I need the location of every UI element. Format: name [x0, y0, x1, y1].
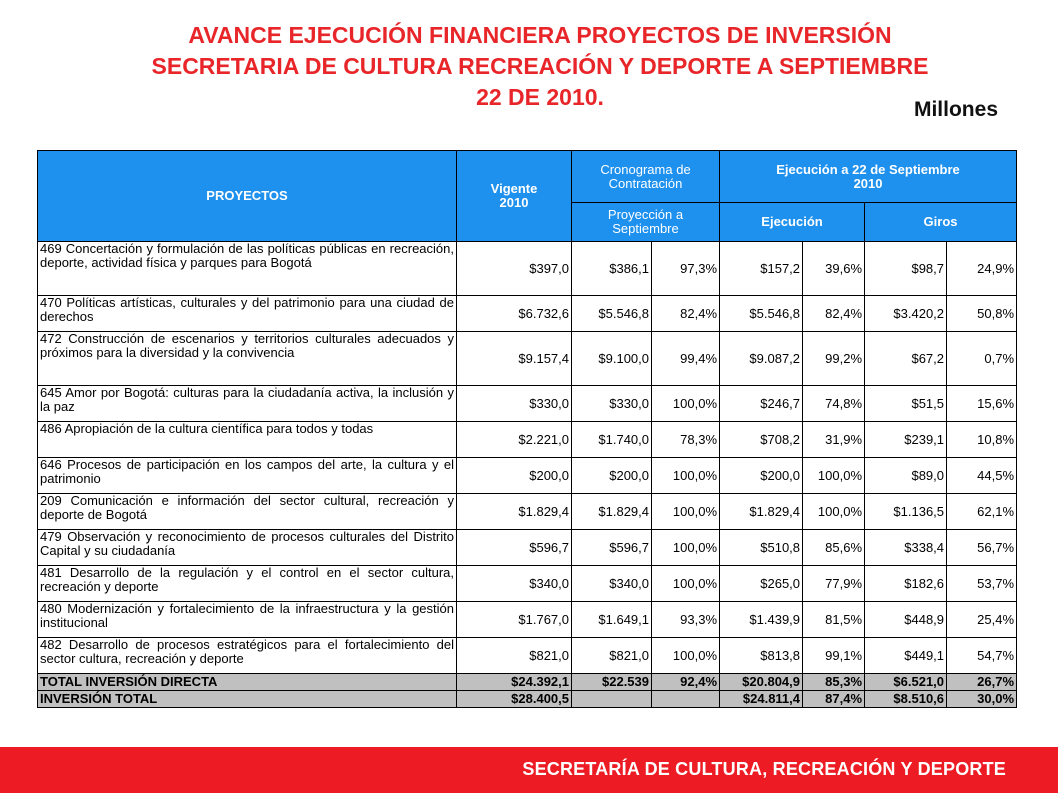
- project-name-cell: 470 Políticas artísticas, culturales y del patrimonio para una ciudad de derechos: [38, 296, 457, 332]
- total-row: [38, 674, 1017, 691]
- table-row: [38, 296, 1017, 332]
- giros-cell: $182,6: [865, 566, 947, 602]
- vigente-cell: $340,0: [457, 566, 572, 602]
- ejecucion-cell: $708,2: [720, 422, 803, 458]
- proyeccion-pct-cell: 100,0%: [652, 386, 720, 422]
- table-row: [38, 332, 1017, 386]
- ejecucion-cell: $1.829,4: [720, 494, 803, 530]
- ejecucion-cell: $1.439,9: [720, 602, 803, 638]
- header-vigente-line2: 2010: [499, 195, 529, 210]
- ejecucion-cell: $9.087,2: [720, 332, 803, 386]
- table-row: [38, 530, 1017, 566]
- proyeccion-cell: $200,0: [572, 458, 652, 494]
- footer-bar: [0, 747, 1058, 793]
- proyeccion-pct-cell: 97,3%: [652, 242, 720, 296]
- proyeccion-pct-cell: 100,0%: [652, 638, 720, 674]
- ejecucion-pct-cell: 74,8%: [803, 386, 865, 422]
- giros-cell: $1.136,5: [865, 494, 947, 530]
- header-proyectos: PROYECTOS: [38, 151, 457, 242]
- total-ejecucion-cell: $20.804,9: [720, 674, 803, 691]
- header-ejecucion-22: [720, 151, 1017, 203]
- title-line-1: AVANCE EJECUCIÓN FINANCIERA PROYECTOS DE INVERSIÓN: [188, 22, 892, 48]
- project-name-cell: 209 Comunicación e información del sector cultural, recreación y deporte de Bogotá: [38, 494, 457, 530]
- giros-cell: $67,2: [865, 332, 947, 386]
- ejecucion-cell: $246,7: [720, 386, 803, 422]
- vigente-cell: $397,0: [457, 242, 572, 296]
- ejecucion-pct-cell: 39,6%: [803, 242, 865, 296]
- ejecucion-pct-cell: 31,9%: [803, 422, 865, 458]
- giros-cell: $338,4: [865, 530, 947, 566]
- header-ejecucion-22-line1: Ejecución a 22 de Septiembre: [776, 161, 960, 177]
- total-row: [38, 691, 1017, 708]
- giros-cell: $448,9: [865, 602, 947, 638]
- table-row: [38, 458, 1017, 494]
- financial-table: [37, 150, 1017, 708]
- total-label-cell: TOTAL INVERSIÓN DIRECTA: [38, 674, 457, 691]
- ejecucion-cell: $157,2: [720, 242, 803, 296]
- vigente-cell: $821,0: [457, 638, 572, 674]
- table-row: [38, 242, 1017, 296]
- ejecucion-cell: $200,0: [720, 458, 803, 494]
- giros-pct-cell: 15,6%: [947, 386, 1017, 422]
- project-name-cell: 646 Procesos de participación en los campos del arte, la cultura y el patrimonio: [38, 458, 457, 494]
- giros-cell: $98,7: [865, 242, 947, 296]
- vigente-cell: $6.732,6: [457, 296, 572, 332]
- ejecucion-pct-cell: 100,0%: [803, 494, 865, 530]
- proyeccion-pct-cell: 100,0%: [652, 458, 720, 494]
- giros-pct-cell: 10,8%: [947, 422, 1017, 458]
- ejecucion-cell: $265,0: [720, 566, 803, 602]
- proyeccion-pct-cell: 93,3%: [652, 602, 720, 638]
- total-ejecucion-pct-cell: 87,4%: [803, 691, 865, 708]
- ejecucion-pct-cell: 85,6%: [803, 530, 865, 566]
- header-ejecucion-22-line2: 2010: [853, 175, 883, 191]
- total-proyeccion-pct-cell: [652, 691, 720, 708]
- giros-pct-cell: 25,4%: [947, 602, 1017, 638]
- footer-text: SECRETARÍA DE CULTURA, RECREACIÓN Y DEPORTE: [522, 759, 1006, 779]
- table-body: [38, 242, 1017, 708]
- total-ejecucion-pct-cell: 85,3%: [803, 674, 865, 691]
- total-giros-pct-cell: 30,0%: [947, 691, 1017, 708]
- giros-pct-cell: 53,7%: [947, 566, 1017, 602]
- total-giros-cell: $6.521,0: [865, 674, 947, 691]
- proyeccion-cell: $330,0: [572, 386, 652, 422]
- project-name-cell: 472 Construcción de escenarios y territorios culturales adecuados y próximos para la diversidad y la convivencia: [38, 332, 457, 386]
- giros-pct-cell: 44,5%: [947, 458, 1017, 494]
- header-proyeccion-line1: Proyección a: [607, 207, 684, 222]
- proyeccion-cell: $1.829,4: [572, 494, 652, 530]
- header-proyeccion: [572, 203, 720, 242]
- table-row: [38, 602, 1017, 638]
- table-row: [38, 566, 1017, 602]
- table-row: [38, 386, 1017, 422]
- table-row: [38, 638, 1017, 674]
- giros-pct-cell: 54,7%: [947, 638, 1017, 674]
- total-vigente-cell: $24.392,1: [457, 674, 572, 691]
- title-line-3: 22 DE 2010.: [476, 84, 604, 110]
- proyeccion-pct-cell: 78,3%: [652, 422, 720, 458]
- giros-cell: $3.420,2: [865, 296, 947, 332]
- ejecucion-pct-cell: 77,9%: [803, 566, 865, 602]
- proyeccion-cell: $340,0: [572, 566, 652, 602]
- vigente-cell: $2.221,0: [457, 422, 572, 458]
- vigente-cell: $200,0: [457, 458, 572, 494]
- proyeccion-cell: $1.649,1: [572, 602, 652, 638]
- ejecucion-cell: $5.546,8: [720, 296, 803, 332]
- header-cronograma: [572, 151, 720, 203]
- giros-cell: $449,1: [865, 638, 947, 674]
- project-name-cell: 481 Desarrollo de la regulación y el control en el sector cultura, recreación y deporte: [38, 566, 457, 602]
- total-ejecucion-cell: $24.811,4: [720, 691, 803, 708]
- proyeccion-cell: $386,1: [572, 242, 652, 296]
- proyeccion-pct-cell: 82,4%: [652, 296, 720, 332]
- proyeccion-pct-cell: 100,0%: [652, 566, 720, 602]
- proyeccion-pct-cell: 100,0%: [652, 530, 720, 566]
- proyeccion-pct-cell: 99,4%: [652, 332, 720, 386]
- giros-pct-cell: 0,7%: [947, 332, 1017, 386]
- proyeccion-cell: $1.740,0: [572, 422, 652, 458]
- vigente-cell: $330,0: [457, 386, 572, 422]
- ejecucion-pct-cell: 100,0%: [803, 458, 865, 494]
- total-label-cell: INVERSIÓN TOTAL: [38, 691, 457, 708]
- proyeccion-cell: $596,7: [572, 530, 652, 566]
- total-giros-pct-cell: 26,7%: [947, 674, 1017, 691]
- giros-pct-cell: 56,7%: [947, 530, 1017, 566]
- header-giros: Giros: [865, 203, 1017, 242]
- ejecucion-pct-cell: 81,5%: [803, 602, 865, 638]
- total-proyeccion-pct-cell: 92,4%: [652, 674, 720, 691]
- ejecucion-cell: $510,8: [720, 530, 803, 566]
- giros-pct-cell: 50,8%: [947, 296, 1017, 332]
- header-cronograma-line2: Contratación: [608, 175, 683, 191]
- total-giros-cell: $8.510,6: [865, 691, 947, 708]
- proyeccion-cell: $821,0: [572, 638, 652, 674]
- vigente-cell: $9.157,4: [457, 332, 572, 386]
- giros-cell: $51,5: [865, 386, 947, 422]
- total-vigente-cell: $28.400,5: [457, 691, 572, 708]
- project-name-cell: 469 Concertación y formulación de las políticas públicas en recreación, deporte, actividad física y parques para Bogotá: [38, 242, 457, 296]
- units-label: Millones: [913, 98, 998, 121]
- giros-pct-cell: 62,1%: [947, 494, 1017, 530]
- project-name-cell: 486 Apropiación de la cultura científica para todos y todas: [38, 422, 457, 458]
- proyeccion-pct-cell: 100,0%: [652, 494, 720, 530]
- giros-pct-cell: 24,9%: [947, 242, 1017, 296]
- project-name-cell: 482 Desarrollo de procesos estratégicos para el fortalecimiento del sector cultura, recreación y deporte: [38, 638, 457, 674]
- table-row: [38, 494, 1017, 530]
- total-proyeccion-cell: [572, 691, 652, 708]
- ejecucion-pct-cell: 99,2%: [803, 332, 865, 386]
- vigente-cell: $596,7: [457, 530, 572, 566]
- giros-cell: $89,0: [865, 458, 947, 494]
- ejecucion-pct-cell: 82,4%: [803, 296, 865, 332]
- vigente-cell: $1.829,4: [457, 494, 572, 530]
- vigente-cell: $1.767,0: [457, 602, 572, 638]
- total-proyeccion-cell: $22.539: [572, 674, 652, 691]
- ejecucion-pct-cell: 99,1%: [803, 638, 865, 674]
- title-line-2: SECRETARIA DE CULTURA RECREACIÓN Y DEPORTE A SEPTIEMBRE: [151, 53, 929, 79]
- table-row: [38, 422, 1017, 458]
- proyeccion-cell: $5.546,8: [572, 296, 652, 332]
- project-name-cell: 645 Amor por Bogotá: culturas para la ciudadanía activa, la inclusión y la paz: [38, 386, 457, 422]
- header-vigente: [457, 151, 572, 242]
- header-proyeccion-line2: Septiembre: [612, 221, 679, 236]
- giros-cell: $239,1: [865, 422, 947, 458]
- project-name-cell: 479 Observación y reconocimiento de procesos culturales del Distrito Capital y su ciudadanía: [38, 530, 457, 566]
- proyeccion-cell: $9.100,0: [572, 332, 652, 386]
- header-cronograma-line1: Cronograma de: [600, 161, 691, 177]
- ejecucion-cell: $813,8: [720, 638, 803, 674]
- project-name-cell: 480 Modernización y fortalecimiento de la infraestructura y la gestión institucional: [38, 602, 457, 638]
- header-ejecucion: Ejecución: [720, 203, 865, 242]
- header-vigente-line1: Vigente: [490, 181, 538, 196]
